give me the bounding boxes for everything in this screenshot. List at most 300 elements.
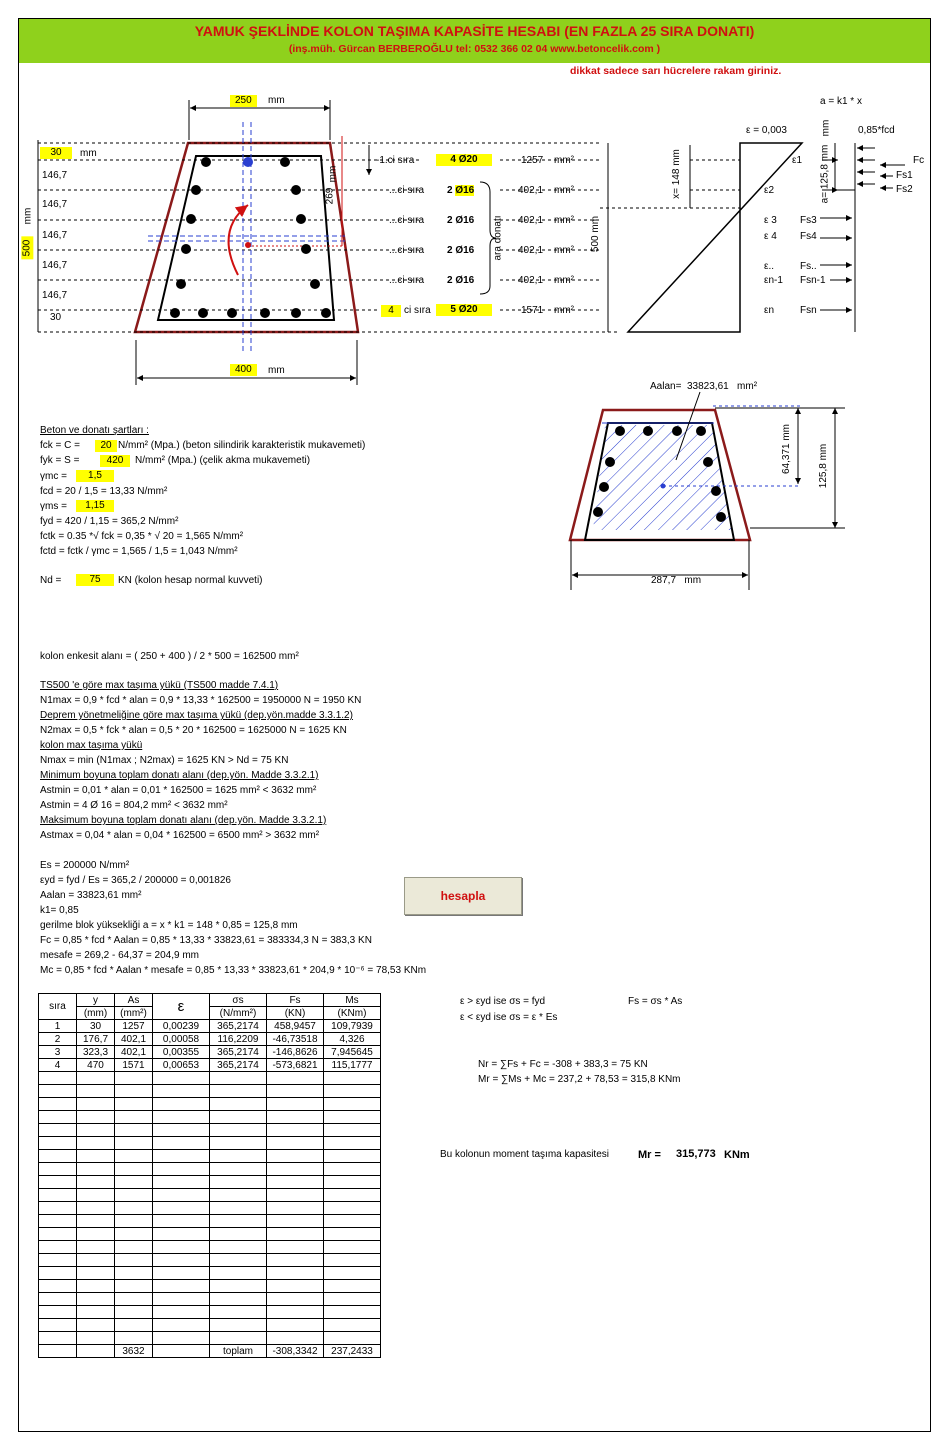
unit-fs: (KN) — [267, 1007, 324, 1020]
table-cell — [77, 1254, 115, 1267]
table-cell — [267, 1215, 324, 1228]
row-6-label: ci sıra — [404, 305, 431, 316]
table-row — [39, 1124, 381, 1137]
eps-4: ε 4 — [764, 231, 777, 242]
table-cell — [153, 1280, 210, 1293]
spacing-4: 146,7 — [42, 260, 68, 271]
rule-2: ε < εyd ise σs = ε * Es — [460, 1012, 558, 1023]
cover-unit: mm — [80, 148, 97, 159]
bottom-width-unit: mm — [268, 365, 285, 376]
total-fs: -308,3342 — [267, 1345, 324, 1358]
table-cell — [39, 1111, 77, 1124]
table-cell — [39, 1241, 77, 1254]
table-cell — [115, 1280, 153, 1293]
table-cell — [153, 1098, 210, 1111]
table-cell — [39, 1098, 77, 1111]
table-cell: 116,2209 — [210, 1033, 267, 1046]
table-cell — [77, 1215, 115, 1228]
ts500-heading: TS500 'e göre max taşıma yükü (TS500 madde 7.4.1) — [40, 680, 279, 691]
table-cell — [267, 1085, 324, 1098]
table-row — [39, 1098, 381, 1111]
table-cell — [115, 1306, 153, 1319]
row-6-index[interactable]: 4 — [381, 305, 401, 317]
table-cell — [77, 1332, 115, 1345]
table-row — [39, 1137, 381, 1150]
nd-input[interactable]: 75 — [76, 574, 114, 586]
material-heading: Beton ve donatı şartları : — [40, 425, 149, 436]
table-cell: 30 — [77, 1020, 115, 1033]
table-cell — [77, 1267, 115, 1280]
k1-line: k1= 0,85 — [40, 905, 79, 916]
table-cell — [77, 1098, 115, 1111]
n1max-line: N1max = 0,9 * fcd * alan = 0,9 * 13,33 * 162500 = 1950000 N = 1950 KN — [40, 695, 362, 706]
row-4-bar[interactable]: 2 Ø16 — [447, 245, 475, 256]
table-cell — [153, 1332, 210, 1345]
table-cell — [324, 1098, 381, 1111]
rule-1b: Fs = σs * As — [628, 996, 683, 1007]
table-cell — [115, 1332, 153, 1345]
fc-line: Fc = 0,85 * fcd * Aalan = 0,85 * 13,33 * 33823,61 = 383334,3 N = 383,3 KN — [40, 935, 372, 946]
table-cell — [153, 1111, 210, 1124]
table-cell — [153, 1202, 210, 1215]
table-row — [39, 1150, 381, 1163]
table-cell — [324, 1163, 381, 1176]
rule-1: ε > εyd ise σs = fyd — [460, 996, 546, 1007]
table-cell — [153, 1241, 210, 1254]
table-cell — [153, 1085, 210, 1098]
table-cell: 402,1 — [115, 1033, 153, 1046]
author-line: (inş.müh. Gürcan BERBEROĞLU tel: 0532 366 02 04 www.betoncelik.com ) — [288, 43, 661, 55]
table-cell — [210, 1111, 267, 1124]
table-cell — [210, 1267, 267, 1280]
table-cell — [324, 1189, 381, 1202]
table-cell — [77, 1293, 115, 1306]
row-5-area: 402,1 — [518, 275, 544, 286]
th-fs: Fs — [267, 994, 324, 1007]
height-unit: mm — [22, 207, 34, 225]
total-ms: 237,2433 — [324, 1345, 381, 1358]
fs1-label: Fs1 — [896, 170, 913, 181]
fs2-label: Fs2 — [896, 184, 913, 195]
table-cell — [77, 1111, 115, 1124]
table-cell — [210, 1163, 267, 1176]
table-cell — [153, 1254, 210, 1267]
table-cell — [267, 1306, 324, 1319]
table-row — [39, 1176, 381, 1189]
table-cell: 470 — [77, 1059, 115, 1072]
unit-y: (mm) — [77, 1007, 115, 1020]
result-label: Bu kolonun moment taşıma kapasitesi — [440, 1149, 609, 1160]
row-5-label: ...ci sıra — [389, 275, 425, 286]
es-line: Es = 200000 N/mm² — [40, 860, 130, 871]
astmax-line: Astmax = 0,04 * alan = 0,04 * 162500 = 6500 mm² > 3632 mm² — [40, 830, 320, 841]
table-row — [39, 1280, 381, 1293]
table-cell: 4,326 — [324, 1033, 381, 1046]
table-cell — [39, 1163, 77, 1176]
kolon-max-heading: kolon max taşıma yükü — [40, 740, 143, 751]
table-cell — [115, 1254, 153, 1267]
table-cell — [115, 1163, 153, 1176]
table-cell: -46,73518 — [267, 1033, 324, 1046]
row-2-bar[interactable]: 2 Ø16 — [447, 185, 475, 196]
table-cell — [115, 1241, 153, 1254]
dim-125: 125,8 mm — [818, 443, 830, 489]
table-cell — [39, 1137, 77, 1150]
a-formula: a = k1 * x — [820, 96, 862, 107]
table-cell — [115, 1319, 153, 1332]
table-cell: 176,7 — [77, 1033, 115, 1046]
table-cell — [210, 1137, 267, 1150]
fctd-line: fctd = fctk / γmc = 1,565 / 1,5 = 1,043 N/mm² — [40, 546, 238, 557]
table-cell — [77, 1228, 115, 1241]
row-4-unit: mm² — [554, 245, 574, 256]
eps-n1: εn-1 — [764, 275, 783, 286]
table-cell — [115, 1124, 153, 1137]
result-unit: KNm — [724, 1149, 750, 1161]
eyd-line: εyd = fyd / Es = 365,2 / 200000 = 0,001826 — [40, 875, 231, 886]
table-row — [39, 1202, 381, 1215]
table-cell — [267, 1124, 324, 1137]
table-cell — [77, 1176, 115, 1189]
astmin-line: Astmin = 0,01 * alan = 0,01 * 162500 = 1625 mm² < 3632 mm² — [40, 785, 317, 796]
table-cell — [115, 1189, 153, 1202]
fc-label: Fc — [913, 155, 925, 166]
gmc-label: γmc = — [40, 471, 67, 482]
fck-label: fck = C = — [40, 440, 81, 451]
row-4-area: 402,1 — [518, 245, 544, 256]
top-width-value[interactable]: 250 — [230, 95, 257, 107]
table-cell — [153, 1306, 210, 1319]
fyk-input[interactable]: 420 — [100, 455, 130, 467]
table-cell: 1257 — [115, 1020, 153, 1033]
table-cell — [267, 1176, 324, 1189]
table-cell — [267, 1228, 324, 1241]
table-cell — [39, 1228, 77, 1241]
max-heading: Maksimum boyuna toplam donatı alanı (dep.yön. Madde 3.3.2.1) — [40, 815, 327, 826]
table-cell — [324, 1137, 381, 1150]
table-cell — [39, 1124, 77, 1137]
table-cell — [39, 1072, 77, 1085]
row-5-bar[interactable]: 2 Ø16 — [447, 275, 475, 286]
table-cell — [153, 1150, 210, 1163]
row-3-label: ...ci sıra — [389, 215, 425, 226]
row-3-area: 402,1 — [518, 215, 544, 226]
table-cell — [153, 1072, 210, 1085]
table-row — [39, 1085, 381, 1098]
table-cell — [115, 1085, 153, 1098]
table-cell: 2 — [39, 1033, 77, 1046]
table-cell — [324, 1306, 381, 1319]
table-cell — [267, 1280, 324, 1293]
table-cell — [115, 1215, 153, 1228]
row-6-unit: mm² — [554, 305, 574, 316]
row-6-bar[interactable]: 5 Ø20 — [436, 304, 492, 316]
table-cell — [210, 1150, 267, 1163]
table-row — [39, 1072, 381, 1085]
a-value: a= 125,8 mm — [819, 144, 831, 204]
table-row — [39, 1319, 381, 1332]
table-cell — [267, 1163, 324, 1176]
table-cell — [39, 1267, 77, 1280]
strain-diagram — [600, 143, 905, 332]
spacing-2: 146,7 — [42, 199, 68, 210]
spacing-3: 146,7 — [42, 230, 68, 241]
fsn-label: Fsn — [800, 305, 817, 316]
table-cell — [267, 1111, 324, 1124]
table-row — [39, 1111, 381, 1124]
hesapla-button[interactable]: hesapla — [404, 877, 522, 915]
table-cell — [267, 1150, 324, 1163]
row-1-label: -1.ci sıra — [376, 155, 415, 166]
table-cell: 0,00058 — [153, 1033, 210, 1046]
table-cell — [324, 1319, 381, 1332]
table-cell — [267, 1072, 324, 1085]
deprem-heading: Deprem yönetmeliğine göre max taşıma yükü (dep.yön.madde 3.3.1.2) — [40, 710, 353, 721]
table-cell — [77, 1124, 115, 1137]
table-cell — [39, 1150, 77, 1163]
fs4-label: Fs4 — [800, 231, 817, 242]
eps-3: ε 3 — [764, 215, 777, 226]
table-cell — [267, 1267, 324, 1280]
table-cell — [210, 1319, 267, 1332]
fyk-desc: N/mm² (Mpa.) (çelik akma mukavemeti) — [135, 455, 311, 466]
table-cell — [324, 1241, 381, 1254]
table-cell — [115, 1098, 153, 1111]
th-ms: Ms — [324, 994, 381, 1007]
table-cell — [324, 1332, 381, 1345]
table-cell — [267, 1319, 324, 1332]
mr-line: Mr = ∑Ms + Mc = 237,2 + 78,53 = 315,8 KNm — [478, 1074, 681, 1085]
table-cell — [267, 1241, 324, 1254]
table-cell — [39, 1215, 77, 1228]
warning-text: dikkat sadece sarı hücrelere rakam giriniz. — [570, 65, 782, 77]
total-as: 3632 — [115, 1345, 153, 1358]
table-cell — [210, 1254, 267, 1267]
fck-input[interactable]: 20 — [95, 440, 117, 452]
table-cell — [39, 1085, 77, 1098]
results-table — [38, 993, 381, 1358]
table-cell — [210, 1202, 267, 1215]
table-cell — [267, 1098, 324, 1111]
table-cell — [39, 1254, 77, 1267]
th-as: As — [115, 994, 153, 1007]
table-cell — [115, 1228, 153, 1241]
table-cell — [153, 1163, 210, 1176]
row-6-area: 1571 — [521, 305, 544, 316]
table-cell — [115, 1072, 153, 1085]
fck-desc: N/mm² (Mpa.) (beton silindirik karakteristik mukavemeti) — [118, 440, 366, 451]
table-cell — [115, 1137, 153, 1150]
table-cell — [153, 1319, 210, 1332]
table-cell — [77, 1085, 115, 1098]
table-row — [39, 1163, 381, 1176]
fyk-label: fyk = S = — [40, 455, 80, 466]
table-cell: 115,1777 — [324, 1059, 381, 1072]
table-cell — [324, 1267, 381, 1280]
dim-269-unit: mm — [327, 165, 339, 183]
eps-1: ε1 — [792, 155, 803, 166]
table-cell — [77, 1241, 115, 1254]
table-cell: 365,2174 — [210, 1020, 267, 1033]
total-label: toplam — [210, 1345, 267, 1358]
table-cell: 0,00239 — [153, 1020, 210, 1033]
table-cell — [210, 1215, 267, 1228]
fs3-label: Fs3 — [800, 215, 817, 226]
table-cell — [77, 1137, 115, 1150]
ara-donati-label: ara donatı — [492, 215, 504, 261]
table-row — [39, 1059, 381, 1072]
table-cell — [210, 1306, 267, 1319]
row-3-unit: mm² — [554, 215, 574, 226]
table-cell — [115, 1293, 153, 1306]
row-2-unit: mm² — [554, 185, 574, 196]
table-cell: 109,7939 — [324, 1020, 381, 1033]
row-1-bar[interactable]: 4 Ø20 — [436, 154, 492, 166]
table-cell — [39, 1293, 77, 1306]
table-cell — [153, 1124, 210, 1137]
table-cell — [77, 1306, 115, 1319]
row-2-label: ...ci sıra — [389, 185, 425, 196]
table-cell: 0,00653 — [153, 1059, 210, 1072]
table-cell — [210, 1124, 267, 1137]
table-cell — [324, 1124, 381, 1137]
min-heading: Minimum boyuna toplam donatı alanı (dep.yön. Madde 3.3.2.1) — [40, 770, 319, 781]
unit-sigma: (N/mm²) — [210, 1007, 267, 1020]
height-value[interactable]: 500 — [21, 237, 33, 260]
table-cell — [210, 1085, 267, 1098]
row-2-area: 402,1 — [518, 185, 544, 196]
unit-as: (mm²) — [115, 1007, 153, 1020]
astmin2-line: Astmin = 4 Ø 16 = 804,2 mm² < 3632 mm² — [40, 800, 228, 811]
table-cell — [153, 1228, 210, 1241]
table-cell — [39, 1202, 77, 1215]
eps-2: ε2 — [764, 185, 775, 196]
compression-zone-drawing — [570, 392, 845, 590]
table-cell — [324, 1215, 381, 1228]
table-cell: -146,8626 — [267, 1046, 324, 1059]
table-cell — [324, 1111, 381, 1124]
table-cell — [77, 1150, 115, 1163]
row-1-unit: mm² — [554, 155, 574, 166]
table-cell — [324, 1085, 381, 1098]
table-row — [39, 1189, 381, 1202]
table-cell: 458,9457 — [267, 1020, 324, 1033]
table-cell — [153, 1176, 210, 1189]
fcd-line: fcd = 20 / 1,5 = 13,33 N/mm² — [40, 486, 168, 497]
table-cell — [210, 1293, 267, 1306]
table-cell — [115, 1202, 153, 1215]
aalan-label: Aalan= 33823,61 mm² — [650, 381, 758, 392]
row-1-area: 1257 — [521, 155, 544, 166]
table-cell — [115, 1176, 153, 1189]
table-cell — [77, 1202, 115, 1215]
table-cell: 3 — [39, 1046, 77, 1059]
spacing-5: 146,7 — [42, 290, 68, 301]
gms-label: γms = — [40, 501, 67, 512]
row-5-unit: mm² — [554, 275, 574, 286]
table-cell: 365,2174 — [210, 1046, 267, 1059]
eps-cu: ε = 0,003 — [746, 125, 787, 136]
top-width-unit: mm — [268, 95, 285, 106]
row-3-bar[interactable]: 2 Ø16 — [447, 215, 475, 226]
table-cell — [210, 1332, 267, 1345]
table-cell — [153, 1215, 210, 1228]
table-cell — [324, 1293, 381, 1306]
table-cell — [153, 1137, 210, 1150]
table-cell — [77, 1319, 115, 1332]
table-cell — [77, 1280, 115, 1293]
cross-section-drawing — [38, 100, 620, 385]
a-line: gerilme blok yüksekliği a = x * k1 = 148 * 0,85 = 125,8 mm — [40, 920, 298, 931]
bottom-width-value[interactable]: 400 — [230, 364, 257, 376]
result-mr-value: 315,773 — [676, 1148, 716, 1160]
table-cell — [324, 1072, 381, 1085]
fcd-label: 0,85*fcd — [858, 125, 895, 136]
gms-input[interactable]: 1,15 — [76, 500, 114, 512]
table-cell — [153, 1189, 210, 1202]
table-cell — [267, 1332, 324, 1345]
table-cell — [39, 1306, 77, 1319]
table-cell — [210, 1228, 267, 1241]
table-cell — [153, 1293, 210, 1306]
table-row — [39, 1020, 381, 1033]
table-cell — [39, 1319, 77, 1332]
table-cell — [210, 1072, 267, 1085]
diag-height: 500 mm — [590, 215, 602, 253]
table-cell — [115, 1111, 153, 1124]
table-cell: 1 — [39, 1020, 77, 1033]
nmax-line: Nmax = min (N1max ; N2max) = 1625 KN > Nd = 75 KN — [40, 755, 289, 766]
page-title: YAMUK ŞEKLİNDE KOLON TAŞIMA KAPASİTE HESABI (EN FAZLA 25 SIRA DONATI) — [194, 23, 755, 39]
dim-64: 64,371 mm — [781, 423, 793, 475]
table-cell — [324, 1254, 381, 1267]
table-cell — [210, 1189, 267, 1202]
dim-269: 269 — [324, 187, 336, 205]
table-cell — [77, 1072, 115, 1085]
table-row — [39, 1046, 381, 1059]
table-cell: 365,2174 — [210, 1059, 267, 1072]
th-sira: sıra — [39, 994, 77, 1020]
gmc-input[interactable]: 1,5 — [76, 470, 114, 482]
table-row — [39, 1332, 381, 1345]
table-cell — [210, 1241, 267, 1254]
table-cell — [324, 1228, 381, 1241]
table-cell — [267, 1293, 324, 1306]
table-cell — [115, 1267, 153, 1280]
table-row — [39, 1033, 381, 1046]
spacing-1: 146,7 — [42, 170, 68, 181]
table-row — [39, 1215, 381, 1228]
table-row — [39, 1254, 381, 1267]
table-cell — [210, 1098, 267, 1111]
nd-label: Nd = — [40, 575, 62, 586]
table-cell — [39, 1332, 77, 1345]
mc-line: Mc = 0,85 * fcd * Aalan * mesafe = 0,85 * 13,33 * 33823,61 * 204,9 * 10⁻⁶ = 78,53 KNm — [40, 965, 427, 976]
table-row — [39, 1241, 381, 1254]
row-4-label: ...ci sıra — [389, 245, 425, 256]
table-cell: -573,6821 — [267, 1059, 324, 1072]
nd-desc: KN (kolon hesap normal kuvveti) — [118, 575, 263, 586]
cover-value[interactable]: 30 — [40, 147, 72, 159]
table-cell: 402,1 — [115, 1046, 153, 1059]
table-cell — [210, 1176, 267, 1189]
table-cell: 0,00355 — [153, 1046, 210, 1059]
table-cell: 323,3 — [77, 1046, 115, 1059]
table-cell — [153, 1267, 210, 1280]
table-cell: 1571 — [115, 1059, 153, 1072]
table-cell — [324, 1202, 381, 1215]
table-cell — [267, 1137, 324, 1150]
